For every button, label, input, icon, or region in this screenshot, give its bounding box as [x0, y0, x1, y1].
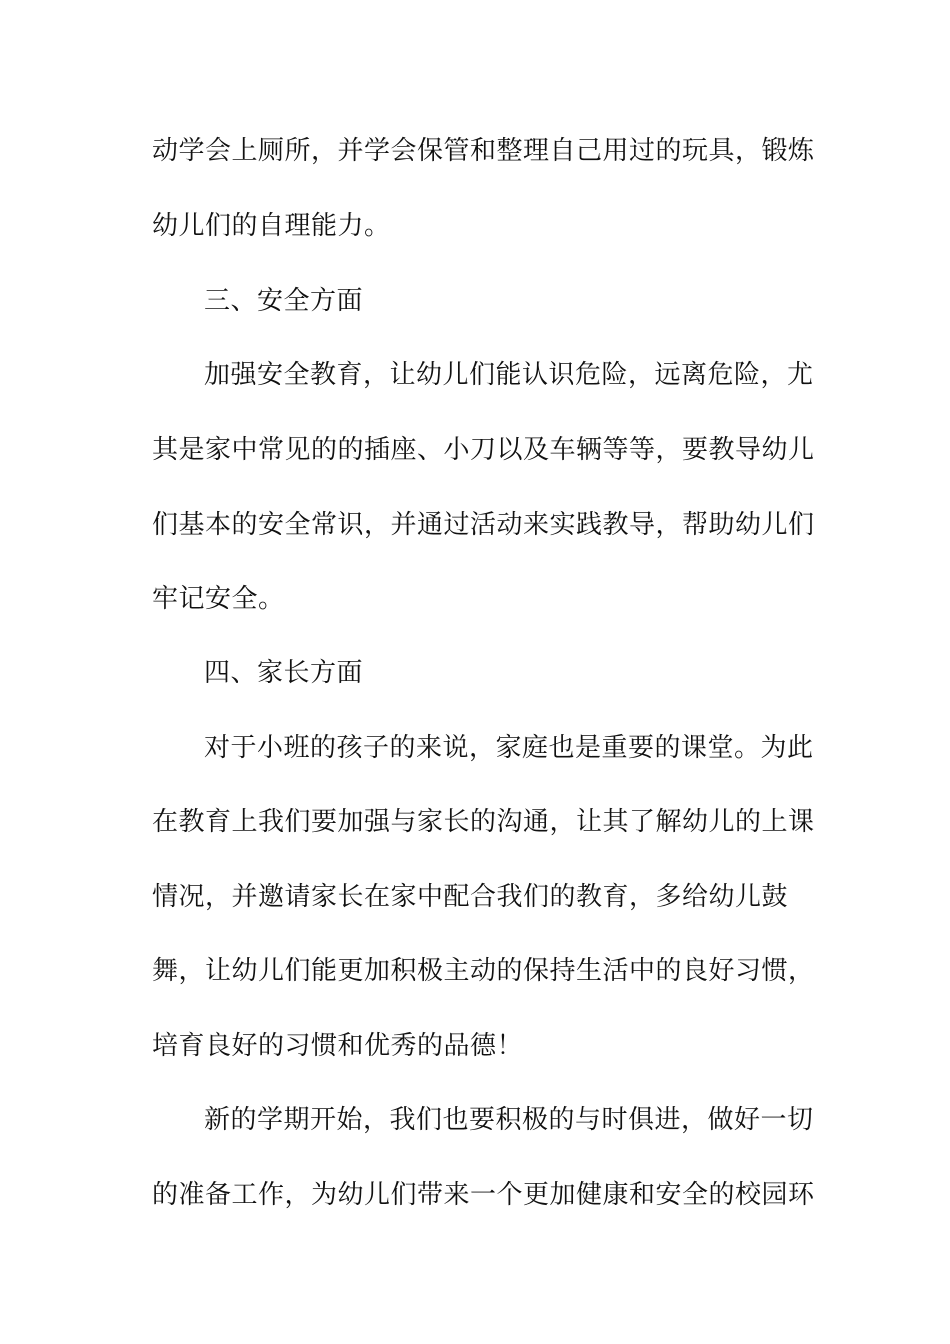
paragraph-line: 舞，让幼儿们能更加积极主动的保持生活中的良好习惯， — [152, 956, 815, 986]
paragraph-line: 的准备工作，为幼儿们带来一个更加健康和安全的校园环 — [152, 1180, 815, 1210]
paragraph-line: 在教育上我们要加强与家长的沟通，让其了解幼儿的上课 — [152, 807, 815, 837]
paragraph-line: 加强安全教育，让幼儿们能认识危险，远离危险，尤 — [204, 360, 814, 390]
paragraph-line: 培育良好的习惯和优秀的品德！ — [152, 1031, 524, 1061]
paragraph-line: 动学会上厕所，并学会保管和整理自己用过的玩具，锻炼 — [152, 136, 815, 166]
paragraph-line: 对于小班的孩子的来说，家庭也是重要的课堂。为此 — [204, 733, 814, 763]
paragraph-line: 情况，并邀请家长在家中配合我们的教育，多给幼儿鼓 — [152, 882, 789, 912]
paragraph-line: 其是家中常见的的插座、小刀以及车辆等等，要教导幼儿 — [152, 435, 815, 465]
paragraph-line: 幼儿们的自理能力。 — [152, 211, 391, 241]
paragraph-line: 新的学期开始，我们也要积极的与时俱进，做好一切 — [204, 1105, 814, 1135]
section-heading-parents: 四、家长方面 — [204, 658, 364, 688]
paragraph-line: 们基本的安全常识，并通过活动来实践教导，帮助幼儿们 — [152, 510, 815, 540]
section-heading-safety: 三、安全方面 — [204, 286, 364, 316]
paragraph-line: 牢记安全。 — [152, 584, 285, 614]
